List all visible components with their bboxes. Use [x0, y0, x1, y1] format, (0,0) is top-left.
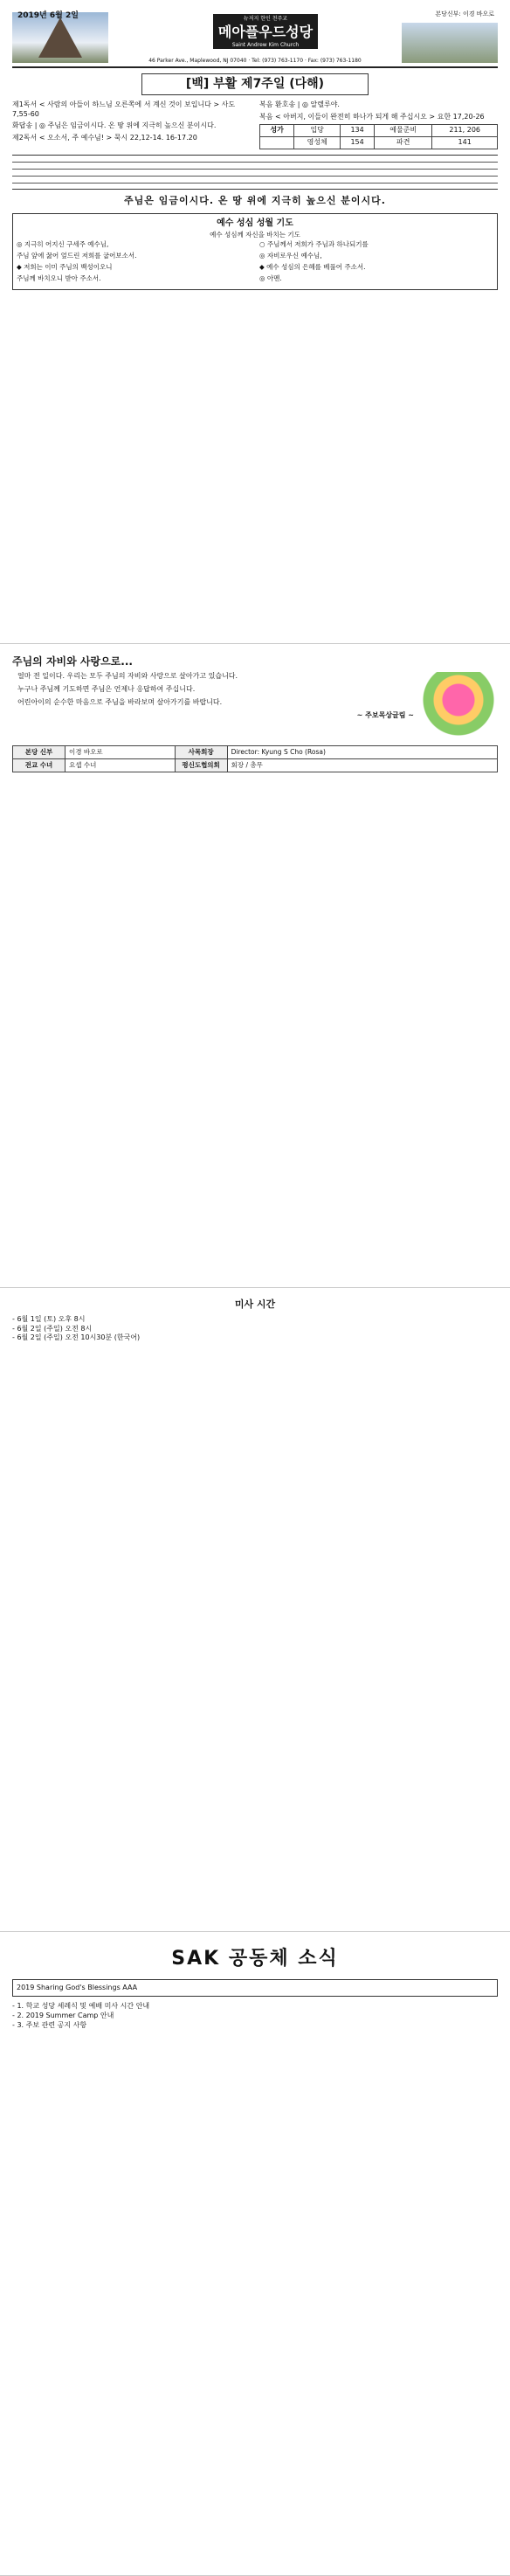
essay-title: 주님의 자비와 사랑으로...	[12, 655, 133, 668]
prayer-box	[12, 213, 498, 290]
bulletin-header	[12, 7, 498, 68]
first-reading: 제1독서 < 사람의 아들이 하느님 오른쪽에 서 계신 것이 보입니다 > 사도 7,55-60	[12, 100, 236, 118]
second-reading: 제2독서 < 오소서, 주 예수님! > 묵시 22,12-14. 16-17.20	[12, 134, 197, 142]
prayer-subtitle: 예수 성심께 자신을 바치는 기도	[210, 231, 300, 239]
readings-section	[12, 100, 498, 149]
prayer-line: ◎ 지극히 어지신 구세주 예수님,	[17, 239, 109, 248]
sak-item: - 2. 2019 Summer Camp 안내	[12, 2012, 498, 2021]
staff-value: 이경 바오로	[65, 746, 176, 759]
hymn-header	[260, 137, 294, 149]
schedule-item: - 6월 1일 (토) 오후 8시	[12, 1315, 498, 1325]
sak-item: - 1. 학교 성당 세례식 및 예배 미사 시간 안내	[12, 2002, 498, 2012]
hymn-header: 성가	[260, 125, 294, 137]
prayer-line: ○ 주님께서 저희가 주님과 하나되기를	[259, 239, 369, 248]
hymn-cell: 예물준비	[375, 125, 432, 137]
prayer-line: ◆ 예수 성심의 은혜를 베풀어 주소서.	[259, 262, 366, 271]
bulletin-date: 2019년 6월 2일	[17, 11, 79, 20]
prayer-title: 예수 성심 성월 기도	[217, 218, 293, 228]
logo-subtitle: 뉴저지 한인 천주교	[243, 16, 288, 22]
gospel-acclamation: 복음 환호송 | ◎ 알렐루야.	[259, 100, 340, 108]
bulletin-page-2	[0, 644, 510, 1288]
schedule-title: 미사 시간	[234, 1298, 276, 1310]
hymn-cell: 154	[341, 137, 375, 149]
logo-english: Saint Andrew Kim Church	[231, 41, 300, 48]
prayer-line: ◆ 저희는 이미 주님의 백성이오니	[17, 262, 113, 271]
schedule-item: - 6월 2일 (주일) 오전 8시	[12, 1325, 498, 1334]
hymn-cell: 파견	[375, 137, 432, 149]
staff-value: 회장 / 총무	[227, 759, 497, 772]
gospel-reading: 복음 < 아버지, 이들이 완전히 하나가 되게 해 주십시오 > 요한 17,20-26	[259, 112, 485, 121]
prayer-line: ◎ 아멘.	[259, 274, 282, 282]
bulletin-page-1	[0, 0, 510, 644]
hymn-cell: 입당	[294, 125, 341, 137]
music-staff	[12, 155, 498, 190]
essay-signature: ~ 주보목상글림 ~	[356, 710, 414, 719]
hymn-cell: 211, 206	[432, 125, 498, 137]
hymn-cell: 141	[432, 137, 498, 149]
bulletin-page-4	[0, 1932, 510, 2576]
hymn-cell: 134	[341, 125, 375, 137]
staff-table	[12, 745, 498, 772]
responsorial-psalm: 화답송 | ◎ 주님은 임금이시다. 온 땅 위에 지극히 높으신 분이시다.	[12, 121, 217, 130]
cross-photo	[402, 23, 498, 63]
bulletin-page-3	[0, 1288, 510, 1932]
sak-notice: 2019 Sharing God's Blessings AAA	[12, 1979, 498, 1998]
prayer-line: 주님께 바치오니 받아 주소서.	[17, 274, 101, 282]
pastor-name: 본당신부: 이경 바오로	[435, 10, 494, 17]
flower-illustration	[419, 672, 498, 742]
staff-label: 평신도협의회	[175, 759, 227, 772]
staff-label: 사목회장	[175, 746, 227, 759]
essay-paragraph: 누구나 주님께 기도하면 주님은 언제나 응답하여 주십니다.	[17, 684, 196, 693]
hymn-lyrics: 주님은 임금이시다. 온 땅 위에 지극히 높으신 분이시다.	[124, 195, 386, 207]
staff-label: 본당 신부	[13, 746, 65, 759]
staff-value: 요셉 수녀	[65, 759, 176, 772]
essay-paragraph: 얼마 전 일이다. 우리는 모두 주님의 자비와 사랑으로 살아가고 있습니다.	[17, 672, 238, 681]
logo-title: 메아플우드성당	[217, 24, 314, 41]
hymn-table	[259, 124, 498, 149]
prayer-line: ◎ 자비로우신 예수님,	[259, 251, 322, 260]
hymn-cell: 영성체	[294, 137, 341, 149]
staff-label: 전교 수녀	[13, 759, 65, 772]
schedule-item: - 6월 2일 (주일) 오전 10시30분 (한국어)	[12, 1333, 498, 1343]
liturgy-banner: [백] 부활 제7주일 (다해)	[141, 73, 369, 95]
sak-item: - 3. 주보 관련 공지 사항	[12, 2021, 498, 2031]
prayer-line: 주님 앞에 꿇어 엎드린 저희를 굽어보소서.	[17, 251, 137, 260]
church-address: 46 Parker Ave., Maplewood, NJ 07040 · Tel: (973) 763-1170 · Fax: (973) 763-1180	[148, 57, 362, 64]
essay-paragraph: 어린아이의 순수한 마음으로 주님을 바라보며 살아가기를 바랍니다.	[17, 697, 223, 706]
sak-title: SAK 공동체 소식	[171, 1948, 339, 1970]
staff-value: Director: Kyung S Cho (Rosa)	[227, 746, 497, 759]
church-logo	[213, 14, 318, 49]
